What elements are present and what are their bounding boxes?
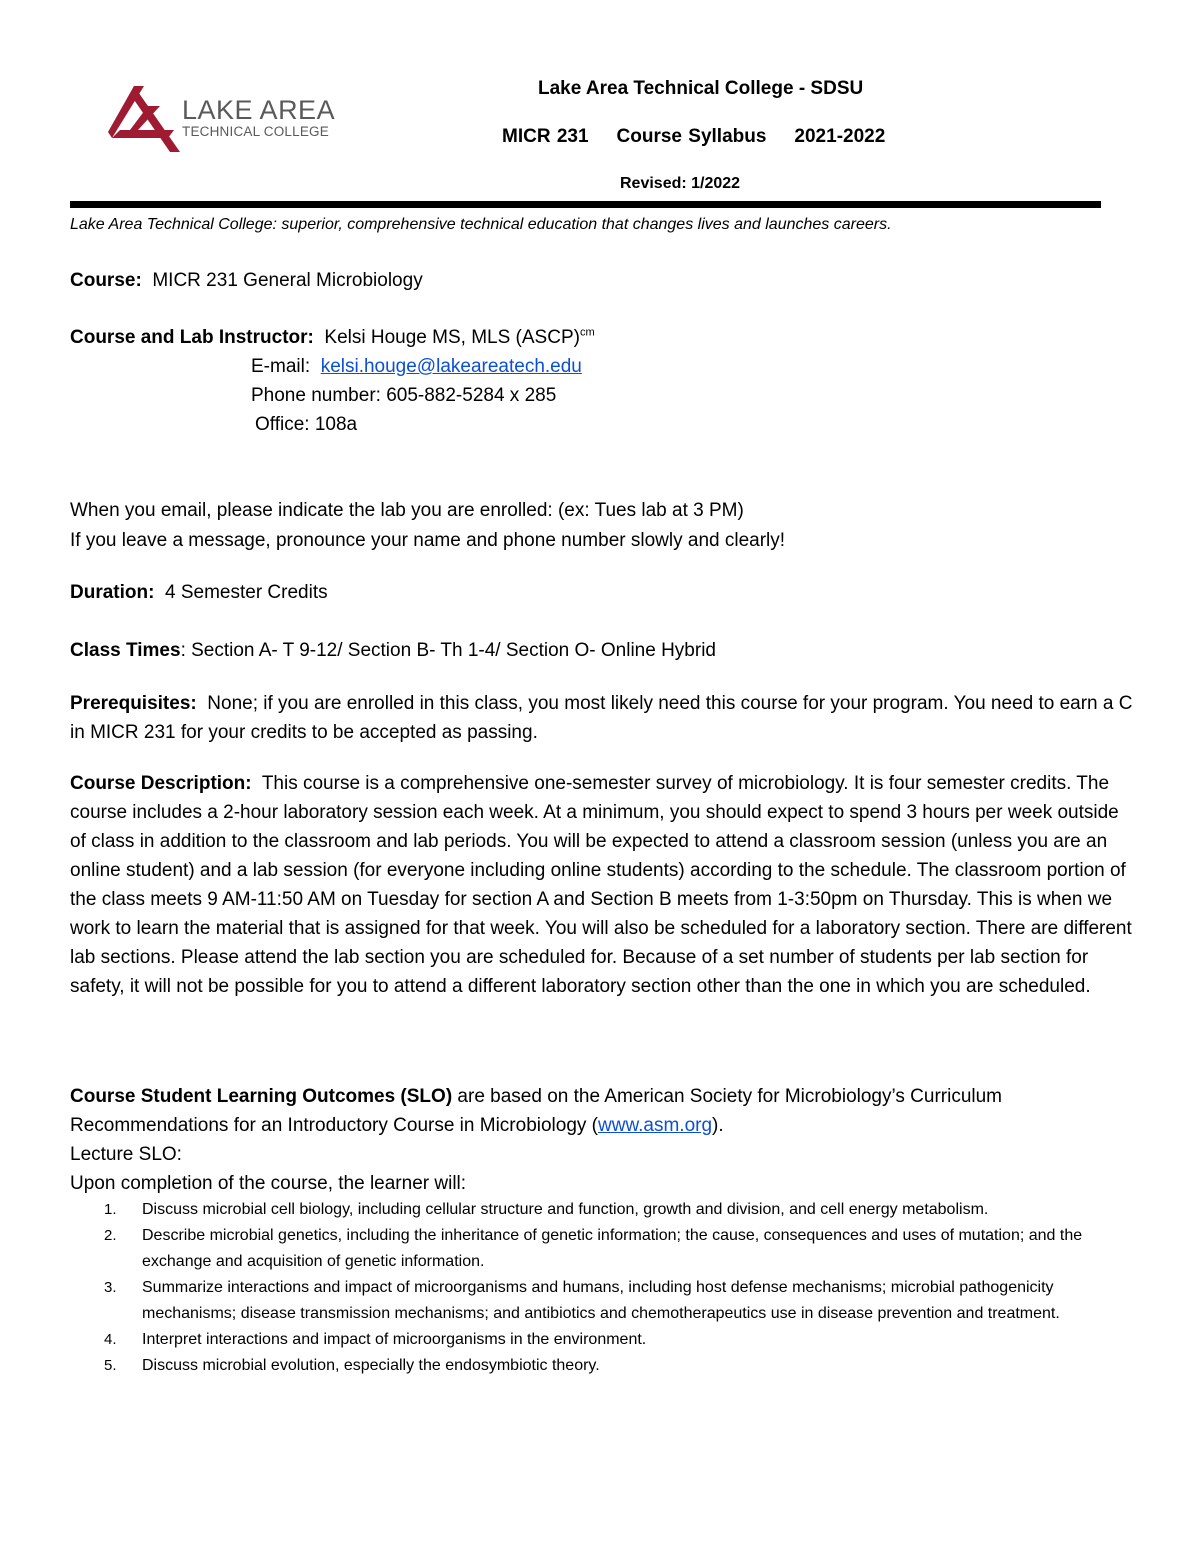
description-paragraph	[70, 769, 1135, 1001]
header-course-code: MICR 231	[502, 126, 589, 147]
office-line: Office: 108a	[255, 414, 358, 435]
email-note: When you email, please indicate the lab you are enrolled: (ex: Tues lab at 3 PM)	[70, 500, 744, 521]
header-course-doc: Course Syllabus	[616, 126, 767, 147]
logo-text-secondary: TECHNICAL COLLEGE	[182, 124, 329, 139]
class-times-line	[70, 640, 716, 662]
instructor-credential-sup: cm	[579, 326, 595, 339]
list-item-number: 5.	[104, 1357, 117, 1374]
header-college: Lake Area Technical College - SDSU	[538, 78, 864, 99]
list-item-number: 4.	[104, 1331, 117, 1348]
header-divider	[70, 201, 1101, 208]
list-item-number: 1.	[104, 1201, 117, 1218]
header-revised: Revised: 1/2022	[620, 175, 741, 192]
list-item-number: 2.	[104, 1227, 117, 1244]
logo-text-primary: LAKE AREA	[182, 95, 336, 125]
prerequisites-paragraph	[70, 689, 1135, 747]
slo-intro-paragraph	[70, 1082, 1135, 1198]
instructor-line	[70, 327, 595, 349]
slo-intro: are based on the American Society for Microbiology’s Curriculum Recommendations for an Introductory Course in Microbiology (	[70, 1086, 1002, 1136]
lecture-slo-label: Lecture SLO:	[70, 1144, 182, 1165]
phone-line: Phone number: 605-882-5284 x 285	[251, 385, 557, 406]
duration-line	[70, 582, 328, 604]
list-item	[70, 1275, 1130, 1327]
class-times-value: : Section A- T 9-12/ Section B- Th 1-4/ Section O- Online Hybrid	[180, 640, 716, 661]
slo-list	[70, 1197, 1130, 1379]
class-times-label: Class Times	[70, 640, 181, 661]
instructor-label: Course and Lab Instructor:	[70, 327, 314, 348]
slo-label: Course Student Learning Outcomes (SLO)	[70, 1086, 453, 1107]
email-line	[251, 356, 582, 378]
list-item	[70, 1197, 1130, 1223]
prerequisites-value: None; if you are enrolled in this class, you most likely need this course for your program. You need to earn a C in MICR 231 for your credits to be accepted as passing.	[70, 693, 1133, 743]
duration-label: Duration:	[70, 582, 155, 603]
email-label: E-mail:	[251, 356, 316, 377]
list-item	[70, 1353, 1130, 1379]
duration-value: 4 Semester Credits	[165, 582, 328, 603]
course-value: MICR 231 General Microbiology	[152, 270, 423, 291]
list-item-number: 3.	[104, 1279, 117, 1296]
description-value: This course is a comprehensive one-semester survey of microbiology. It is four semester credits. The course includes a 2-hour laboratory session each week. At a minimum, you should expect to spend 3 hours per week outside of class in addition to the classroom and lab periods. You will be expected to attend a classroom session (unless you are an online student) and a lab session (for everyone including online students) according to the schedule. The classroom portion of the class meets 9 AM-11:50 AM on Tuesday for section A and Section B meets from 1-3:50pm on Thursday. This is when we work to learn the material that is assigned for that week. You will also be scheduled for a laboratory section. There are different lab sections. Please attend the lab section you are scheduled for. Because of a set number of students per lab section for safety, it will not be possible for you to attend a different laboratory section other than the one in which you are scheduled.	[70, 773, 1132, 997]
slo-intro-end: ).	[712, 1115, 724, 1136]
list-item-text: Summarize interactions and impact of microorganisms and humans, including host defense mechanisms; microbial pathogenicity mechanisms; disease transmission mechanisms; and antibiotics and chemotherapeutics use in disease prevention and treatment.	[142, 1279, 1060, 1322]
message-note: If you leave a message, pronounce your name and phone number slowly and clearly!	[70, 530, 786, 551]
upon-completion: Upon completion of the course, the learner will:	[70, 1173, 467, 1194]
list-item	[70, 1223, 1130, 1275]
header-course-line	[502, 126, 885, 148]
header-year: 2021-2022	[794, 126, 886, 147]
list-item-text: Discuss microbial evolution, especially the endosymbiotic theory.	[142, 1357, 600, 1374]
course-label: Course:	[70, 270, 142, 291]
asm-link[interactable]: www.asm.org	[598, 1115, 713, 1136]
instructor-name: Kelsi Houge MS, MLS (ASCP)	[324, 327, 580, 348]
mission-statement: Lake Area Technical College: superior, comprehensive technical education that changes lives and launches careers.	[70, 216, 892, 233]
logo-mark-icon	[108, 84, 188, 156]
prerequisites-label: Prerequisites:	[70, 693, 197, 714]
email-link[interactable]: kelsi.houge@lakeareatech.edu	[320, 356, 582, 377]
course-line	[70, 270, 423, 292]
list-item-text: Describe microbial genetics, including the inheritance of genetic information; the cause, consequences and uses of mutation; and the exchange and acquisition of genetic information.	[142, 1227, 1083, 1270]
list-item-text: Interpret interactions and impact of microorganisms in the environment.	[142, 1331, 647, 1348]
college-logo	[108, 84, 348, 156]
list-item-text: Discuss microbial cell biology, including cellular structure and function, growth and division, and cell energy metabolism.	[142, 1201, 989, 1218]
description-label: Course Description:	[70, 773, 252, 794]
list-item	[70, 1327, 1130, 1353]
